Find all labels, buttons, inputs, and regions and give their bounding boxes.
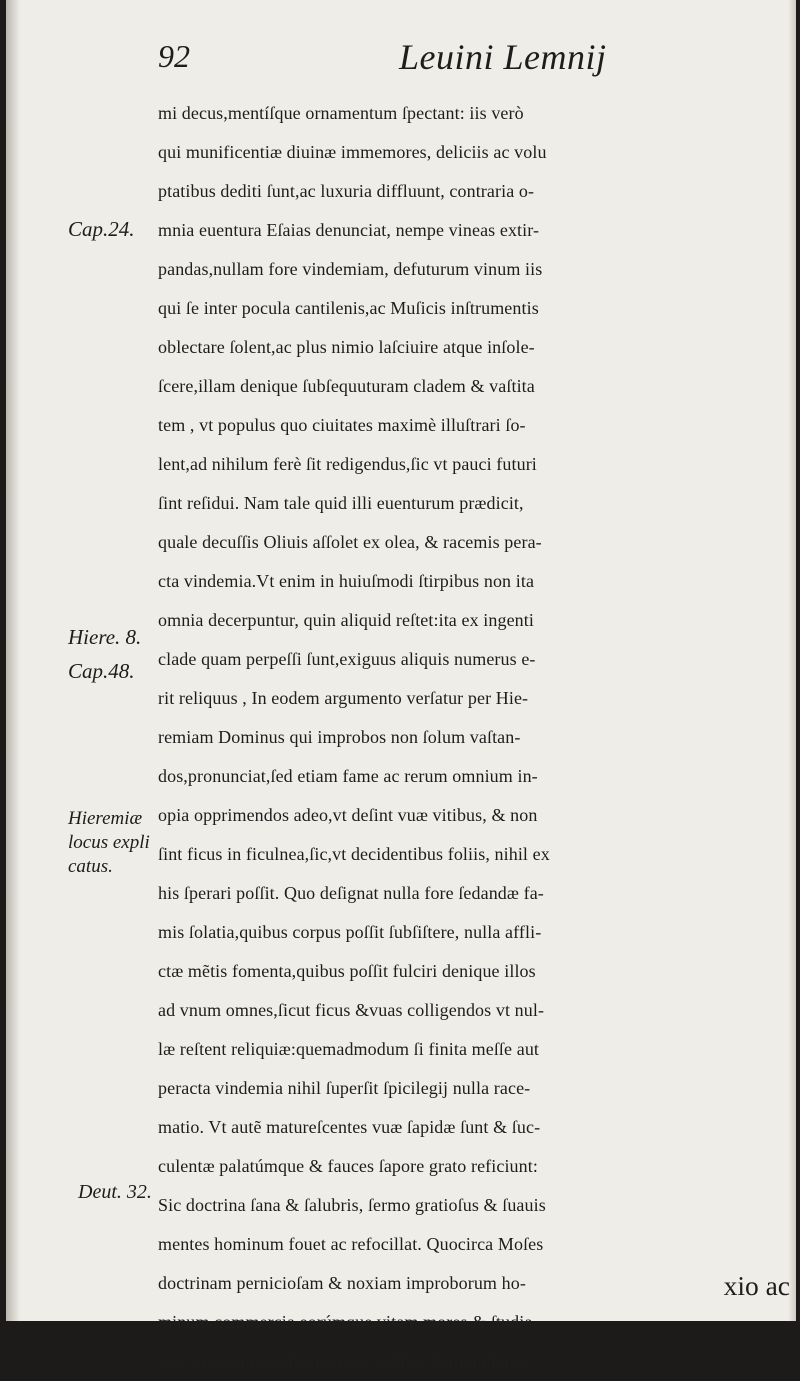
text-line: ſint ficus in ficulnea,ſic,vt decidentibus foliis, nihil ex [158, 844, 550, 864]
text-line: peracta vindemia nihil ſuperſit ſpicilegij nulla race- [158, 1078, 531, 1098]
text-line: oblectare ſolent,ac plus nimio laſciuire atque inſole- [158, 337, 535, 357]
text-line: tem , vt populus quo ciuitates maximè illuſtrari ſo- [158, 415, 526, 435]
text-line: Sic doctrina ſana & ſalubris, ſermo gratioſus & ſuauis [158, 1195, 546, 1215]
text-line: quale decuſſis Oliuis aſſolet ex olea, & racemis pera- [158, 532, 542, 552]
page-number: 92 [158, 38, 190, 74]
text-line: minum commercia eorúmque vitam mores & ſtudia [158, 1312, 533, 1332]
text-line: cta vindemia.Vt enim in huiuſmodi ſtirpibus non ita [158, 571, 535, 591]
text-line: vuis venenatis comparat quæ animos hominum no- [158, 1351, 530, 1371]
book-page [6, 0, 796, 1371]
text-line: ad vnum omnes,ſicut ficus &vuas colligendos vt nul- [158, 1000, 545, 1020]
text-line: ſcere,illam denique ſubſequuturam cladem & vaſtita [158, 376, 535, 396]
text-line: læ reſtent reliquiæ:quemadmodum ſi finita meſſe aut [158, 1039, 540, 1059]
catchword: xio ac [723, 1270, 790, 1301]
text-line: qui munificentiæ diuinæ immemores, deliciis ac volu [158, 142, 547, 162]
margin-note-cap-24: Cap.24. [68, 217, 135, 241]
text-line: mnia euentura Eſaias denunciat, nempe vineas extir- [158, 220, 540, 240]
text-line: mi decus,mentíſque ornamentum ſpectant: iis verò [158, 103, 524, 123]
page-gutter-shadow [6, 0, 20, 1321]
text-line: mentes hominum fouet ac refocillat. Quocirca Moſes [158, 1234, 544, 1254]
text-line: doctrinam pernicioſam & noxiam improborum ho- [158, 1273, 526, 1293]
text-line: lent,ad nihilum ferè ſit redigendus,ſic vt pauci futuri [158, 454, 537, 474]
running-head: Leuini Lemnij [399, 37, 607, 77]
margin-note-cap-48: Cap.48. [68, 659, 135, 683]
text-line: omnia decerpuntur, quin aliquid reſtet:ita ex ingenti [158, 610, 534, 630]
text-line: remiam Dominus qui improbos non ſolum vaſtan- [158, 727, 521, 747]
margin-note-hieremia-line-2: locus expli [68, 832, 150, 853]
margin-note-deut-32: Deut. 32. [78, 1181, 152, 1203]
text-line: ctæ mẽtis fomenta,quibus poſſit fulciri denique illos [158, 961, 536, 981]
margin-note-hieremia-line-1: Hieremiæ [68, 808, 143, 829]
text-line: ſint reſidui. Nam tale quid illi euenturum prædicit, [158, 493, 524, 513]
body-text [158, 94, 798, 1381]
text-line: ptatibus dediti ſunt,ac luxuria diffluunt, contraria o- [158, 181, 535, 201]
text-line: qui ſe inter pocula cantilenis,ac Muſicis inſtrumentis [158, 298, 539, 318]
margin-note-hieremia-line-3: catus. [68, 856, 113, 877]
text-line: matio. Vt autẽ matureſcentes vuæ ſapidæ ſunt & ſuc- [158, 1117, 541, 1137]
text-line: rit reliquus , In eodem argumento verſatur per Hie- [158, 688, 529, 708]
text-line: mis ſolatia,quibus corpus poſſit ſubſiſtere, nulla affli- [158, 922, 542, 942]
text-line: opia opprimendos adeo,vt deſint vuæ vitibus, & non [158, 805, 538, 825]
text-line: culentæ palatúmque & fauces ſapore grato reficiunt: [158, 1156, 538, 1176]
text-line: clade quam perpeſſi ſunt,exiguus aliquis numerus e- [158, 649, 536, 669]
page-header [6, 34, 796, 86]
margin-note-hiere-8: Hiere. 8. [68, 625, 142, 649]
text-line: pandas,nullam fore vindemiam, defuturum vinum iis [158, 259, 543, 279]
text-line: his ſperari poſſit. Quo deſignat nulla fore ſedandæ fa- [158, 883, 544, 903]
text-line: dos,pronunciat,ſed etiam fame ac rerum omnium in- [158, 766, 538, 786]
